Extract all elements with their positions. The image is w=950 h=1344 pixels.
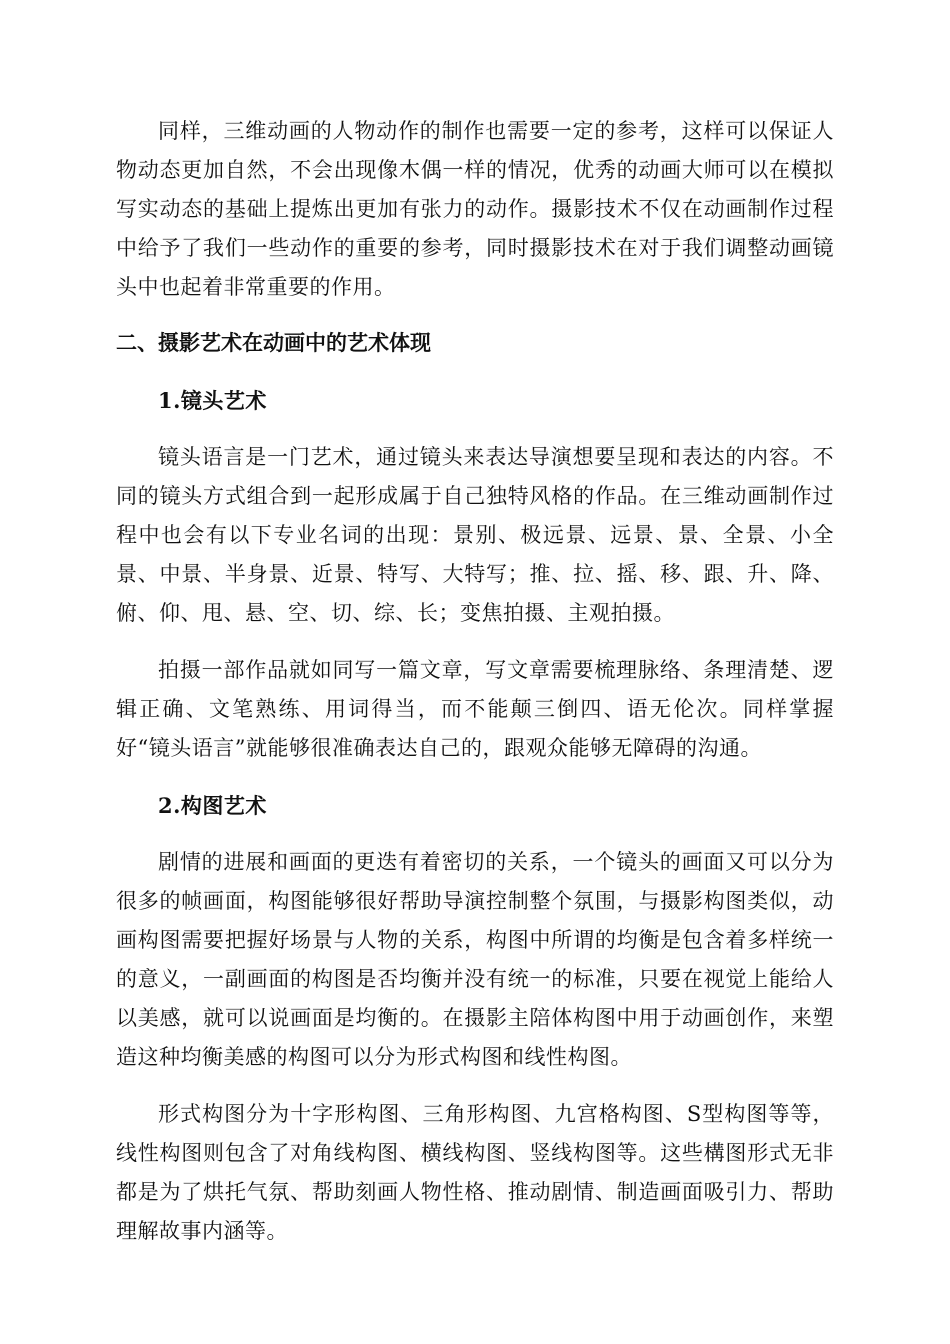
paragraph-shooting-like-writing: 拍摄一部作品就如同写一篇文章，写文章需要梳理脉络、条理清楚、逻辑正确、文笔熟练、用词得当，而不能颠三倒四、语无伦次。同样掌握好“镜头语言”就能够很准确表达自己的，跟观众能够无障碍的沟通。 <box>116 658 834 760</box>
paragraph-shot-language: 镜头语言是一门艺术，通过镜头来表达导演想要呈现和表达的内容。不同的镜头方式组合到一起形成属于自己独特风格的作品。在三维动画制作过程中也会有以下专业名词的出现：景别、极远景、远景、景、全景、小全景、中景、半身景、近景、特写、大特写；推、拉、摇、移、跟、升、降、俯、仰、甩、悬、空、切、综、长；变焦拍摄、主观拍摄。 <box>116 445 834 625</box>
subheading-shot-art: 1.镜头艺术 <box>158 388 267 413</box>
paragraph-composition-types: 形式构图分为十字形构图、三角形构图、九宫格构图、S型构图等等，线性构图则包含了对角线构图、横线构图、竖线构图等。这些構图形式无非都是为了烘托气氛、帮助刻画人物性格、推动剧情、制造画面吸引力、帮助理解故事内涵等。 <box>116 1102 834 1243</box>
section-heading-art-expression: 二、摄影艺术在动画中的艺术体现 <box>116 331 431 355</box>
paragraph-motion-reference: 同样，三维动画的人物动作的制作也需要一定的参考，这样可以保证人物动态更加自然，不会出现像木偶一样的情况，优秀的动画大师可以在模拟写实动态的基础上提炼出更加有张力的动作。摄影技术不仅在动画制作过程中给予了我们一些动作的重要的参考，同时摄影技术在对于我们调整动画镜头中也起着非常重要的作用。 <box>116 119 834 299</box>
subheading-composition-art: 2.构图艺术 <box>158 793 267 818</box>
paragraph-composition-balance: 剧情的进展和画面的更迭有着密切的关系，一个镜头的画面又可以分为很多的帧画面，构图能够很好帮助导演控制整个氛围，与摄影构图类似，动画构图需要把握好场景与人物的关系，构图中所谓的均衡是包含着多样统一的意义，一副画面的构图是否均衡并没有统一的标准，只要在视觉上能给人以美感，就可以说画面是均衡的。在摄影主陪体构图中用于动画创作，来塑造这种均衡美感的构图可以分为形式构图和线性构图。 <box>116 850 834 1069</box>
